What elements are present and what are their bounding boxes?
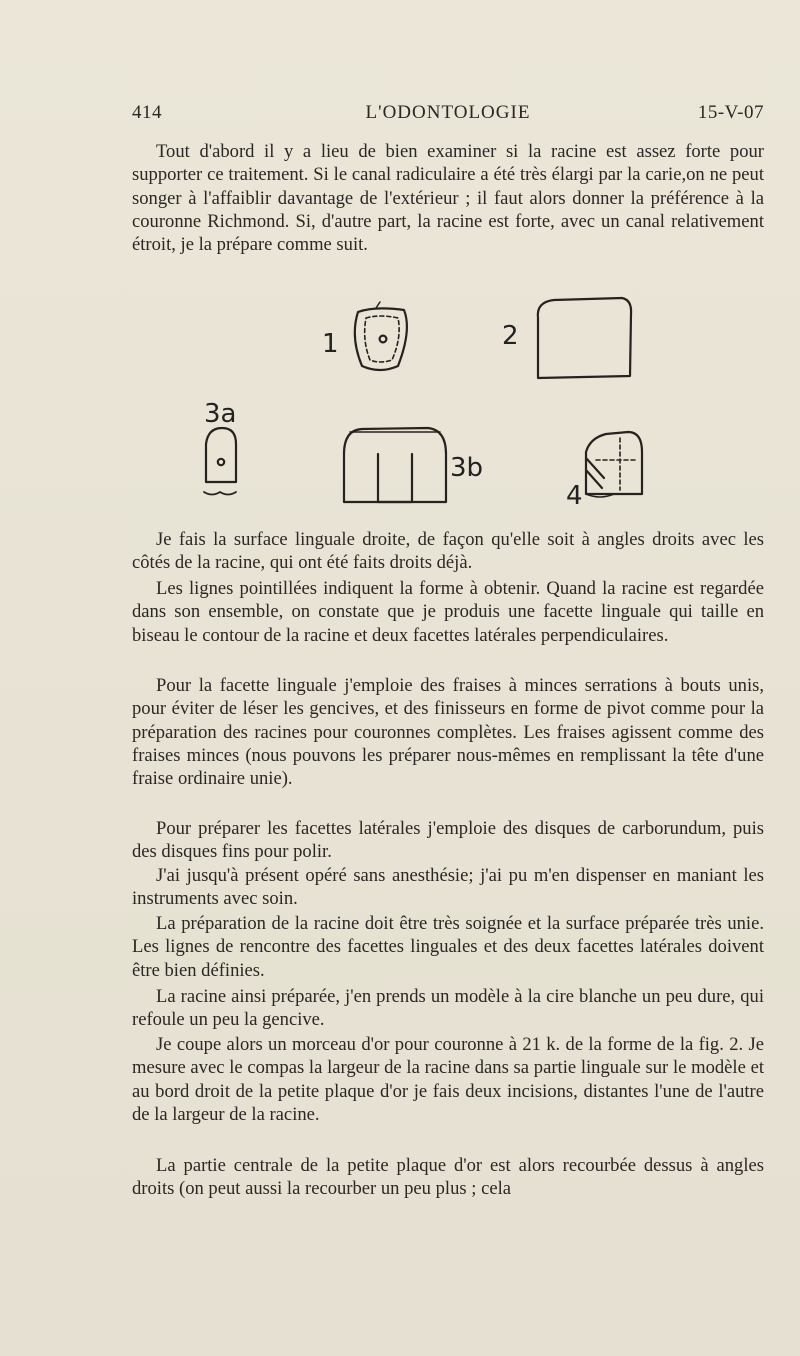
paragraph-8-text: La racine ainsi préparée, j'en prends un modèle à la cire blanche un peu dure, qui refoule un peu la gencive. [132, 986, 764, 1031]
paragraph-5-text: Pour préparer les facettes latérales j'emploie des disques de carborundum, puis des disques fins pour polir. [132, 818, 764, 863]
fig-label-3a: 3a [204, 399, 237, 429]
fig-label-2: 2 [502, 321, 519, 351]
paragraph-9 [132, 1033, 764, 1126]
fig1-root-outline [355, 308, 407, 370]
fig3b-center-tab [378, 454, 412, 502]
paragraph-6-text: J'ai jusqu'à présent opéré sans anesthésie; j'ai pu m'en dispenser en maniant les instruments avec soin. [132, 865, 764, 910]
paragraph-8 [132, 985, 764, 1032]
tooth-preparation-figure [190, 282, 660, 514]
paragraph-2-text: Je fais la surface linguale droite, de façon qu'elle soit à angles droits avec les côtés de la racine, qui ont été faits droits déjà. [132, 529, 764, 574]
paragraph-7-text: La préparation de la racine doit être très soignée et la surface préparée très unie. Les lignes de rencontre des facettes linguales et des deux facettes latérales doivent être bien définies. [132, 913, 764, 981]
running-header [132, 102, 764, 132]
fig-label-1: 1 [322, 329, 339, 359]
fig3b-crown [344, 428, 446, 502]
paragraph-4-text: Pour la facette linguale j'emploie des fraises à minces serrations à bouts unis, pour éviter de léser les gencives, et des finisseurs en forme de pivot comme pour la préparation des racines pour couronnes complètes. Les fraises agissent comme des fraises minces (nous pouvons les préparer nous-mêmes en remplissant la tête d'une fraise ordinaire unie). [132, 675, 764, 790]
paragraph-2 [132, 528, 764, 575]
paragraph-7 [132, 912, 764, 982]
paragraph-5 [132, 817, 764, 864]
fig4-crown [586, 432, 642, 494]
issue-date: 15-V-07 [697, 102, 764, 123]
figure-drawings [190, 282, 660, 514]
fig-label-4: 4 [566, 481, 583, 511]
paragraph-9-text: Je coupe alors un morceau d'or pour couronne à 21 k. de la forme de la fig. 2. Je mesure avec le compas la largeur de la racine dans sa partie linguale sur le modèle et au bord droit de la petite plaque d'or je fais deux incisions, distantes l'une de l'autre de la largeur de la racine. [132, 1034, 764, 1125]
paragraph-3 [132, 577, 764, 647]
fig2-gold-plate [538, 298, 631, 378]
paragraph-1 [132, 140, 764, 256]
page-number: 414 [132, 102, 162, 123]
journal-title: L'ODONTOLOGIE [365, 102, 531, 123]
fig1-canal [380, 336, 387, 343]
fig3a-root [206, 428, 236, 482]
paragraph-4 [132, 674, 764, 790]
fig1-dashed-outline [365, 316, 399, 362]
fig4-lingual-facet [586, 458, 604, 488]
fig3a-canal [218, 459, 224, 465]
paragraph-6 [132, 864, 764, 911]
paragraph-10-text: La partie centrale de la petite plaque d'or est alors recourbée dessus à angles droits (on peut aussi la recourber un peu plus ; cela [132, 1155, 764, 1200]
paragraph-1-text: Tout d'abord il y a lieu de bien examiner si la racine est assez forte pour supporter ce traitement. Si le canal radiculaire a été très élargi par la carie,on ne peut songer à l'affaiblir davantage de l'extérieur ; il faut alors donner la préférence à la couronne Richmond. Si, d'autre part, la racine est forte, avec un canal relativement étroit, je la prépare comme suit. [132, 141, 764, 256]
fig-label-3b: 3b [450, 453, 484, 483]
paragraph-3-text: Les lignes pointillées indiquent la forme à obtenir. Quand la racine est regardée dans son ensemble, on constate que je produis une facette linguale qui taille en biseau le contour de la racine et deux facettes latérales perpendiculaires. [132, 578, 764, 646]
paragraph-10 [132, 1154, 764, 1201]
